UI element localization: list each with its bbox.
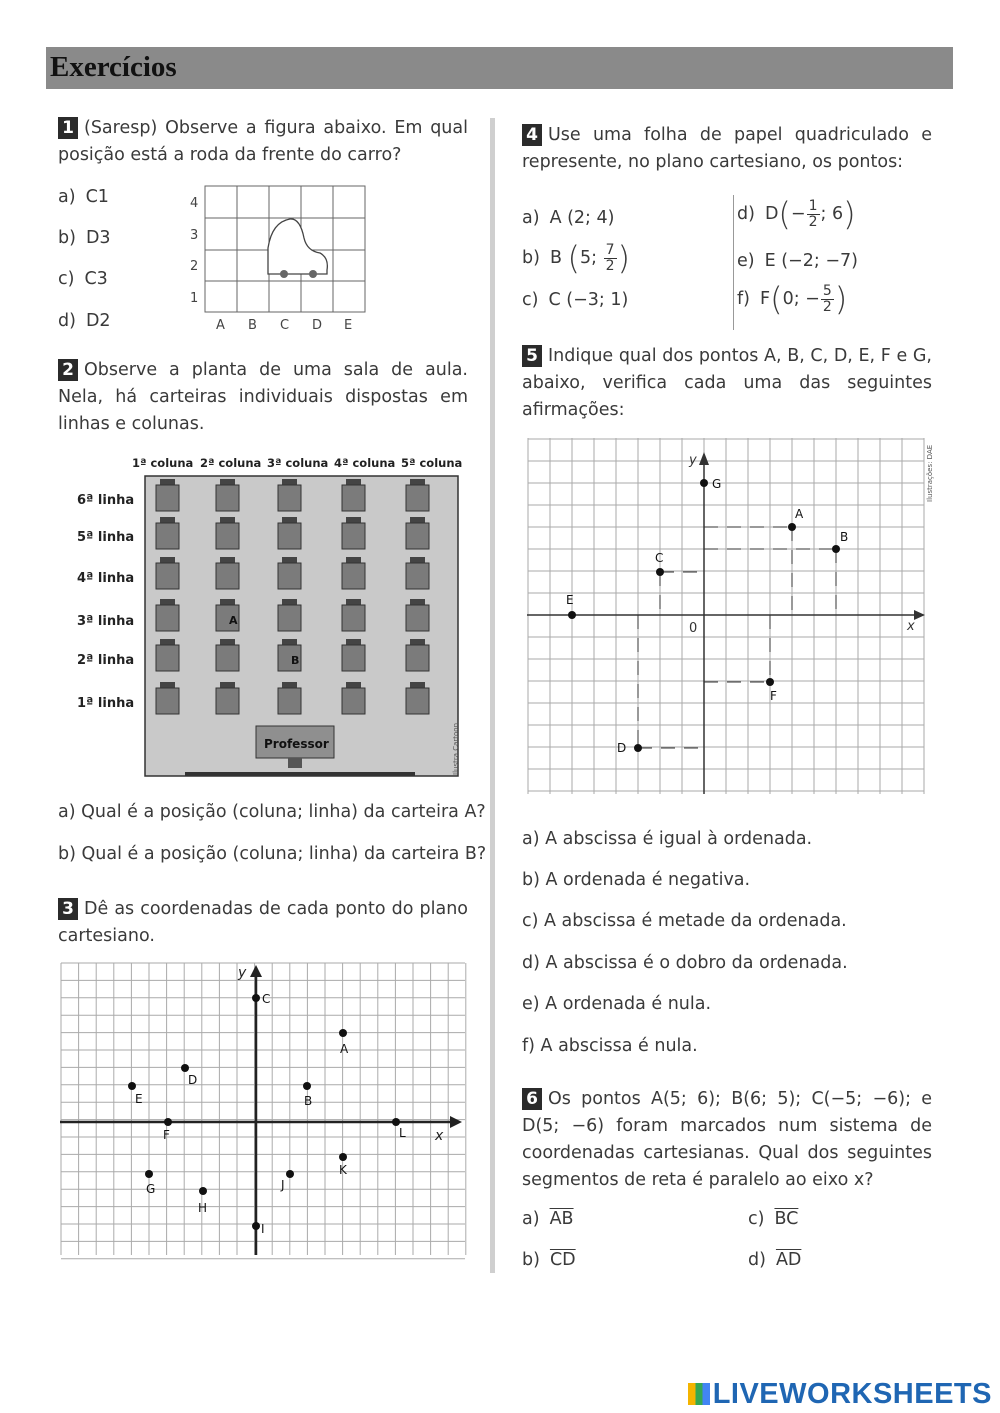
segment-label: $\overline{AD}$ (775, 1250, 802, 1270)
front-wheel (309, 270, 317, 278)
q6-text: Os pontos A(5; 6); B(6; 5); C(−5; −6); e D(5; −6) foram marcados num sistema de coordenadas cartesianas. Qual dos seguintes segmentos de reta é paralelo ao eixo x? (522, 1089, 932, 1190)
segment-label: $\overline{CD}$ (549, 1250, 576, 1270)
liveworksheets-logo[interactable] (688, 1378, 992, 1411)
row-label: 5ª linha (77, 530, 135, 545)
col-label: A (216, 318, 225, 333)
option-letter: b) (58, 228, 76, 248)
q5-text: Indique qual dos pontos A, B, C, D, E, F e G, abaixo, verifica cada uma das seguintes afirmações: (522, 346, 932, 420)
x-axis-label: x (907, 619, 915, 634)
option-text: C1 (85, 187, 109, 207)
q4-item-b: b) B (5; $\frac{7}{2}$ ) (522, 239, 631, 277)
fraction (604, 243, 617, 274)
item-text: C (−3; 1) (548, 290, 629, 310)
q6-option-b[interactable] (522, 1250, 576, 1270)
point-label: D (617, 741, 627, 755)
origin-label: 0 (689, 621, 698, 636)
point-label: I (261, 1222, 265, 1236)
point-label: F (770, 689, 777, 703)
q5-statement-b[interactable]: b) A ordenada é negativa. (522, 870, 751, 890)
q1-option-c[interactable] (58, 269, 108, 289)
teacher-chair (288, 758, 302, 768)
item-text: E (−2; −7) (764, 251, 858, 271)
q1-option-a[interactable] (58, 187, 109, 207)
q4-item-c (522, 290, 628, 310)
q5-statement-c[interactable]: c) A abscissa é metade da ordenada. (522, 911, 847, 931)
point-label: G (712, 477, 722, 491)
option-letter: a) (522, 1209, 540, 1229)
sign: − (790, 204, 806, 224)
q4-separator (733, 195, 734, 330)
row-label: 6ª linha (77, 493, 135, 508)
q4-item-f: f) F(0; − $\frac{5}{2}$ ) (737, 280, 848, 318)
col-label: D (312, 318, 323, 333)
page-title: Exercícios (50, 51, 177, 83)
q1-car-grid (180, 180, 370, 335)
numerator: 7 (605, 241, 615, 258)
q5-number: 5 (522, 345, 542, 367)
point-label: L (399, 1126, 406, 1140)
point-label: K (339, 1163, 347, 1177)
point-name: B (549, 248, 562, 268)
desk-b-text: B (291, 654, 300, 667)
desk-a-text: A (229, 614, 238, 627)
point-label: C (262, 992, 271, 1006)
item-letter: a) (522, 208, 540, 228)
option-letter: b) (522, 1250, 540, 1270)
q6-number: 6 (522, 1088, 542, 1110)
coord-y: ; 6 (820, 204, 844, 224)
q3-statement (58, 896, 468, 950)
q4-number: 4 (522, 124, 542, 146)
denominator: 2 (808, 213, 818, 230)
point-label: E (135, 1092, 143, 1106)
q2-statement (58, 357, 468, 438)
q3-cartesian-plane (55, 955, 475, 1260)
option-letter: c) (748, 1209, 765, 1229)
numerator: 1 (808, 197, 818, 214)
q5-statement-a[interactable]: a) A abscissa é igual à ordenada. (522, 829, 813, 849)
teacher-label: Professor (264, 737, 329, 751)
option-letter: c) (58, 269, 75, 289)
point-name: F (760, 289, 771, 309)
point-label: E (566, 593, 574, 607)
col-label: B (248, 318, 257, 333)
q3-text: Dê as coordenadas de cada ponto do plano cartesiano. (58, 899, 468, 946)
segment-label: $\overline{BC}$ (774, 1209, 799, 1229)
q1-number: 1 (58, 117, 78, 139)
illustration-credit: Ilustra Cartoon (452, 722, 460, 775)
point-label: H (198, 1201, 208, 1215)
point-label: A (340, 1042, 349, 1056)
point-label: G (146, 1182, 156, 1196)
col-label: E (344, 318, 353, 333)
q4-item-a (522, 208, 614, 228)
q4-statement (522, 122, 932, 176)
q5-statement-e[interactable]: e) A ordenada é nula. (522, 994, 712, 1014)
y-axis-label: y (238, 965, 247, 981)
segment-label: $\overline{AB}$ (549, 1209, 574, 1229)
x-axis-label: x (435, 1128, 444, 1144)
point-label: B (304, 1094, 313, 1108)
option-text: D2 (85, 311, 111, 331)
item-letter: e) (737, 251, 755, 271)
row-label: 4 (190, 196, 199, 211)
point-label: J (281, 1178, 285, 1192)
fraction (821, 284, 834, 315)
option-letter: d) (58, 311, 76, 331)
column-label: 1ª coluna (132, 456, 194, 470)
y-axis-label: y (689, 453, 697, 468)
q2-classroom-plan (70, 452, 470, 782)
logo-icon (688, 1383, 710, 1405)
col-label: C (280, 318, 290, 333)
point-label: D (188, 1073, 198, 1087)
q2-question-a[interactable]: a) Qual é a posição (coluna; linha) da carteira A? (58, 802, 486, 822)
column-label: 2ª coluna (200, 456, 262, 470)
row-label: 2 (190, 259, 199, 274)
point-label: B (840, 530, 849, 544)
q6-option-a[interactable] (522, 1209, 574, 1229)
illustration-credit: Ilustrações: DAE (926, 444, 934, 502)
q5-statement-d[interactable]: d) A abscissa é o dobro da ordenada. (522, 953, 848, 973)
point-label: C (655, 551, 664, 565)
desk-b-label (291, 654, 299, 667)
row-label: 2ª linha (77, 653, 135, 668)
column-label: 4ª coluna (334, 456, 396, 470)
page-header (46, 47, 953, 89)
q4-text: Use uma folha de papel quadriculado e represente, no plano cartesiano, os pontos: (522, 125, 932, 172)
option-text: D3 (85, 228, 111, 248)
item-letter: b) (522, 248, 540, 268)
q6-option-d[interactable] (748, 1250, 801, 1270)
row-label: 1 (190, 291, 199, 306)
q1-text: (Saresp) Observe a figura abaixo. Em qual posição está a roda da frente do carro? (58, 118, 468, 165)
q4-item-e (737, 251, 858, 271)
car-shape (268, 219, 327, 278)
q2-question-b[interactable]: b) Qual é a posição (coluna; linha) da carteira B? (58, 844, 487, 864)
q5-cartesian-plane (522, 432, 962, 800)
option-letter: d) (748, 1250, 766, 1270)
row-label: 4ª linha (77, 571, 135, 586)
q6-statement (522, 1086, 932, 1194)
q6-option-c[interactable] (748, 1209, 798, 1229)
item-letter: f) (737, 289, 750, 309)
q5-statement-f[interactable]: f) A abscissa é nula. (522, 1036, 698, 1056)
item-letter: d) (737, 204, 755, 224)
q3-number: 3 (58, 898, 78, 920)
fraction (807, 199, 820, 230)
coord-x: 5; (580, 248, 598, 268)
numerator: 5 (822, 282, 832, 299)
item-letter: c) (522, 290, 539, 310)
column-divider (490, 118, 495, 1273)
coord-x: 0; − (782, 289, 820, 309)
q4-item-d: d) D(− $\frac{1}{2}$ ; 6) (737, 195, 856, 233)
column-label: 3ª coluna (267, 456, 329, 470)
row-label: 3 (190, 228, 199, 243)
desk-a-label (229, 614, 238, 627)
q1-statement (58, 115, 468, 169)
logo-text: LIVEWORKSHEETS (712, 1378, 992, 1410)
row-label: 3ª linha (77, 614, 135, 629)
q1-option-b[interactable] (58, 228, 111, 248)
q1-option-d[interactable] (58, 311, 111, 331)
denominator: 2 (605, 257, 615, 274)
q2-text: Observe a planta de uma sala de aula. Nela, há carteiras individuais dispostas em linhas e colunas. (58, 360, 468, 434)
column-label: 5ª coluna (401, 456, 463, 470)
denominator: 2 (822, 298, 832, 315)
rear-wheel (280, 270, 288, 278)
point-label: F (163, 1128, 170, 1142)
item-text: A (2; 4) (549, 208, 615, 228)
row-label: 1ª linha (77, 696, 135, 711)
option-text: C3 (84, 269, 108, 289)
point-name: D (764, 204, 779, 224)
option-letter: a) (58, 187, 76, 207)
point-label: A (795, 507, 804, 521)
q5-statement (522, 343, 932, 424)
q2-number: 2 (58, 359, 78, 381)
